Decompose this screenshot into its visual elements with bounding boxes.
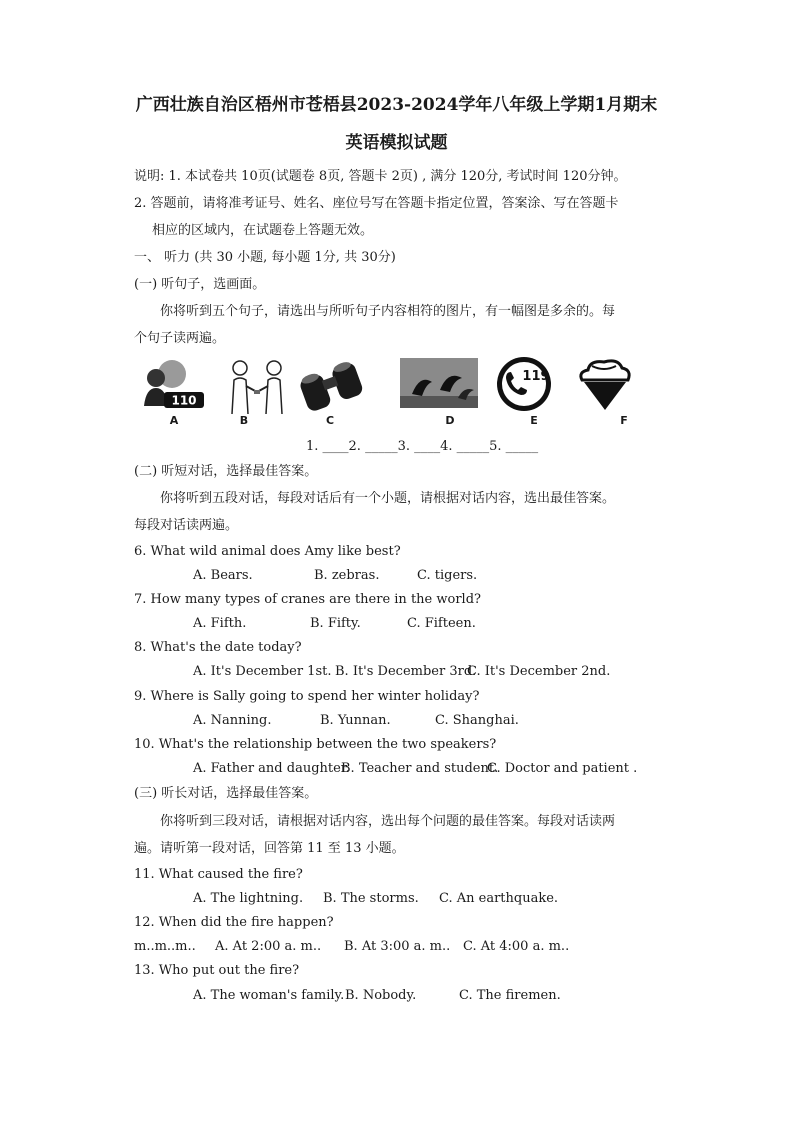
question-13-option-b[interactable]: B. Nobody. bbox=[345, 988, 417, 1003]
picture-label-f: F bbox=[620, 414, 628, 427]
picture-label-b: B bbox=[239, 414, 249, 427]
question-11-options bbox=[193, 890, 558, 908]
question-13-option-c[interactable]: C. The firemen. bbox=[459, 988, 561, 1003]
question-13-option-a[interactable]: A. The woman's family. bbox=[193, 988, 345, 1003]
question-6-options bbox=[193, 567, 477, 585]
question-12-option-a[interactable]: A. At 2:00 a. m.. bbox=[215, 939, 322, 954]
question-9-option-c[interactable]: C. Shanghai. bbox=[435, 713, 519, 728]
question-12-options bbox=[215, 938, 569, 956]
question-7-option-c[interactable]: C. Fifteen. bbox=[407, 616, 476, 631]
instructions-note-2: 2. 答题前，请将准考证号、姓名、座位号写在答题卡指定位置，答案涂、写在答题卡 bbox=[134, 196, 619, 211]
question-11: 11. What caused the fire? bbox=[134, 867, 303, 882]
question-12: 12. When did the fire happen? bbox=[134, 915, 334, 930]
exam-title-line1: 广西壮族自治区梧州市苍梧县2023-2024学年八年级上学期1月期末 bbox=[135, 95, 658, 115]
question-7-option-a[interactable]: A. Fifth. bbox=[193, 616, 247, 631]
question-6: 6. What wild animal does Amy like best? bbox=[134, 544, 401, 559]
section2-instructions-cont: 每段对话读两遍。 bbox=[134, 518, 239, 533]
question-10: 10. What's the relationship between the two speakers? bbox=[134, 737, 497, 752]
question-10-option-c[interactable]: C. Doctor and patient . bbox=[487, 761, 638, 776]
ice-cream-icon bbox=[572, 356, 638, 414]
instructions-note-2-cont: 相应的区域内，在试题卷上答题无效。 bbox=[152, 223, 374, 238]
question-6-option-b[interactable]: B. zebras. bbox=[314, 568, 380, 583]
question-8-options bbox=[193, 663, 610, 681]
question-10-option-a[interactable]: A. Father and daughter. bbox=[193, 761, 350, 776]
question-12-option-b[interactable]: B. At 3:00 a. m.. bbox=[344, 939, 451, 954]
section3-instructions-cont: 遍。请听第一段对话，回答第 11 至 13 小题。 bbox=[134, 841, 405, 856]
section2-instructions: 你将听到五段对话，每段对话后有一个小题，请根据对话内容，选出最佳答案。 bbox=[160, 491, 616, 506]
phone-119-icon bbox=[492, 356, 556, 414]
question-12-option-c[interactable]: C. At 4:00 a. m.. bbox=[463, 939, 570, 954]
question-9-option-b[interactable]: B. Yunnan. bbox=[320, 713, 391, 728]
question-9-option-a[interactable]: A. Nanning. bbox=[193, 713, 272, 728]
question-13: 13. Who put out the fire? bbox=[134, 963, 300, 978]
question-8-option-a[interactable]: A. It's December 1st. bbox=[193, 664, 332, 679]
picture-label-a: A bbox=[169, 414, 179, 427]
question-8: 8. What's the date today? bbox=[134, 640, 302, 655]
part1-heading: 一、 听力 (共 30 小题, 每小题 1分, 共 30分) bbox=[134, 250, 396, 265]
section2-heading: (二) 听短对话，选择最佳答案。 bbox=[134, 464, 318, 479]
picture-label-e: E bbox=[530, 414, 538, 427]
question-9-options bbox=[193, 712, 519, 730]
section3-instructions: 你将听到三段对话，请根据对话内容，选出每个问题的最佳答案。每段对话读两 bbox=[160, 814, 616, 829]
dolphins-icon bbox=[400, 356, 478, 414]
question-10-options bbox=[193, 760, 637, 778]
question-11-option-a[interactable]: A. The lightning. bbox=[193, 891, 304, 906]
question-8-option-b[interactable]: B. It's December 3rd. bbox=[335, 664, 477, 679]
question-6-option-c[interactable]: C. tigers. bbox=[417, 568, 478, 583]
police-number-label: 110 bbox=[171, 393, 197, 408]
question-6-option-a[interactable]: A. Bears. bbox=[193, 568, 253, 583]
picture-row bbox=[134, 356, 654, 432]
section1-instructions: 你将听到五个句子，请选出与所听句子内容相符的图片，有一幅图是多余的。每 bbox=[160, 304, 616, 319]
fire-number-label: 119 bbox=[522, 369, 550, 384]
picture-label-c: C bbox=[325, 414, 335, 427]
section3-heading: (三) 听长对话，选择最佳答案。 bbox=[134, 786, 318, 801]
exam-title-line2: 英语模拟试题 bbox=[345, 133, 448, 153]
question-7-option-b[interactable]: B. Fifty. bbox=[310, 616, 361, 631]
question-12-stray-text: m..m..m.. bbox=[134, 939, 196, 954]
section1-heading: (一) 听句子，选画面。 bbox=[134, 277, 266, 292]
section1-answer-blanks: 1. ____2. _____3. ____4. _____5. _____ bbox=[306, 439, 539, 454]
question-8-option-c[interactable]: C. It's December 2nd. bbox=[467, 664, 611, 679]
question-11-option-c[interactable]: C. An earthquake. bbox=[439, 891, 559, 906]
picture-label-d: D bbox=[445, 414, 455, 427]
question-7: 7. How many types of cranes are there in the world? bbox=[134, 592, 481, 607]
handshake-icon bbox=[220, 356, 294, 414]
question-10-option-b[interactable]: B. Teacher and student. bbox=[341, 761, 499, 776]
question-7-options bbox=[193, 615, 476, 633]
police-110-icon bbox=[134, 356, 208, 414]
instructions-note-1: 说明: 1. 本试卷共 10页(试题卷 8页, 答题卡 2页) , 满分 120分, 考试时间 120分钟。 bbox=[134, 169, 627, 184]
question-13-options bbox=[193, 987, 561, 1005]
section1-instructions-cont: 个句子读两遍。 bbox=[134, 331, 226, 346]
question-11-option-b[interactable]: B. The storms. bbox=[323, 891, 419, 906]
question-9: 9. Where is Sally going to spend her winter holiday? bbox=[134, 689, 480, 704]
binoculars-icon bbox=[294, 356, 368, 414]
